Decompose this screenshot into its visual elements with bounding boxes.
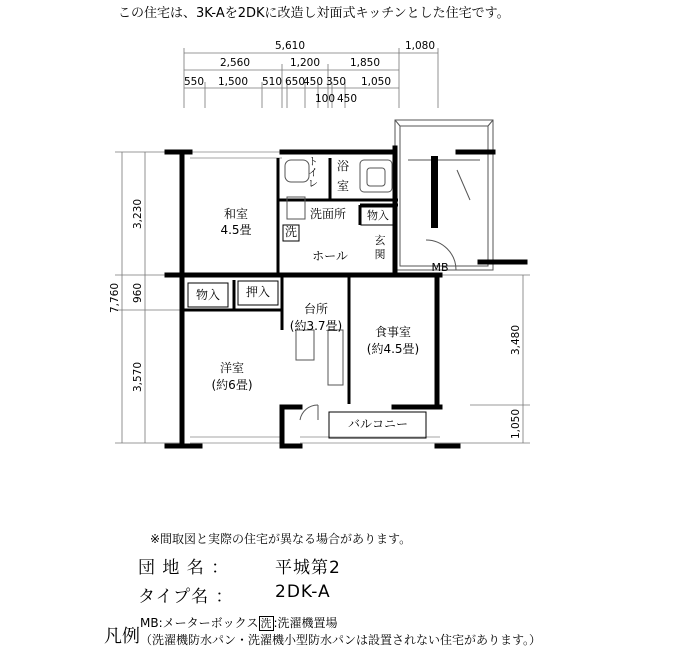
dim-top-mid-1: 2,560 [219, 57, 251, 69]
dimension-labels-top [184, 40, 435, 105]
dim-right-1: 3,480 [510, 324, 522, 356]
svg-text:レ: レ [308, 179, 318, 190]
dim-left-1: 3,230 [132, 198, 144, 230]
room-washitsu-size: 4.5畳 [220, 223, 252, 237]
room-storage-left: 物入 [195, 288, 221, 302]
legend-line-2: （洗濯機防水パン・洗濯機小型防水パンは設置されない住宅があります。） [140, 633, 542, 647]
dim-left-total: 7,760 [109, 282, 121, 314]
kitchen-counter [328, 330, 343, 385]
room-kitchen: 台所 [303, 302, 329, 316]
toilet-fixture [285, 160, 309, 182]
room-balcony: バルコニー [347, 417, 409, 431]
svg-text:ト: ト [308, 157, 318, 168]
dim-top-total: 5,610 [274, 40, 306, 52]
room-storage-upper: 物入 [367, 209, 389, 222]
dimension-lines-left [115, 152, 182, 443]
room-washroom: 洗面所 [309, 207, 347, 221]
legend-washer: :洗濯機置場 [273, 616, 338, 630]
dim-top-sub-1: 100 [314, 93, 336, 105]
room-washitsu: 和室 [223, 207, 249, 221]
room-closet: 押入 [245, 285, 271, 299]
room-dining: 食事室 [374, 325, 412, 339]
bathtub [360, 160, 392, 192]
dim-left-3: 3,570 [132, 361, 144, 393]
room-bath-2: 室 [336, 179, 350, 193]
complex-name-value: 平城第2 [275, 558, 341, 578]
dim-top-detail-1: 550 [183, 76, 205, 88]
dim-top-mid-3: 1,850 [349, 57, 381, 69]
room-entrance-2: 関 [374, 248, 386, 261]
dim-top-detail-5: 450 [302, 76, 324, 88]
dim-top-detail-3: 510 [261, 76, 283, 88]
staircase [395, 120, 493, 270]
svg-text:イ: イ [308, 168, 318, 179]
dimension-labels-right [510, 325, 522, 439]
dim-top-mid-2: 1,200 [289, 57, 321, 69]
type-name-label: タイプ名 ： [138, 587, 234, 607]
legend-line-1 [140, 614, 338, 631]
legend-title: 凡例 [104, 626, 140, 647]
legend-washer-symbol: 洗 [260, 617, 272, 630]
complex-name-label: 団 地 名 ： [138, 558, 230, 578]
room-bath-1: 浴 [336, 159, 350, 173]
dimension-labels-left [109, 199, 144, 392]
room-toilet [308, 157, 318, 190]
dim-top-extra: 1,080 [404, 40, 436, 52]
room-hall: ホール [312, 249, 348, 263]
room-entrance-1: 玄 [374, 234, 386, 247]
interior-walls [182, 158, 398, 404]
dim-left-2: 960 [132, 282, 144, 304]
plan-caption: この住宅は、3K-Aを2DKに改造し対面式キッチンとした住宅です。 [118, 6, 510, 21]
dim-right-2: 1,050 [510, 408, 522, 440]
dim-top-detail-7: 1,050 [360, 76, 392, 88]
stair-rail [431, 156, 438, 228]
disclaimer-note: ※間取図と実際の住宅が異なる場合があります。 [150, 532, 412, 546]
room-kitchen-size: (約3.7畳) [289, 319, 343, 333]
dim-top-detail-4: 650 [284, 76, 306, 88]
room-washer: 洗 [284, 225, 298, 239]
dim-top-sub-2: 450 [336, 93, 358, 105]
room-mb: MB [431, 261, 449, 274]
dim-top-detail-6: 350 [325, 76, 347, 88]
room-dining-size: (約4.5畳) [366, 342, 420, 356]
dim-top-detail-2: 1,500 [217, 76, 249, 88]
room-western-size: (約6畳) [211, 378, 253, 392]
legend-mb: MB:メーターボックス [140, 616, 259, 630]
room-western: 洋室 [219, 361, 245, 375]
type-name-value: 2DK-A [275, 582, 331, 602]
